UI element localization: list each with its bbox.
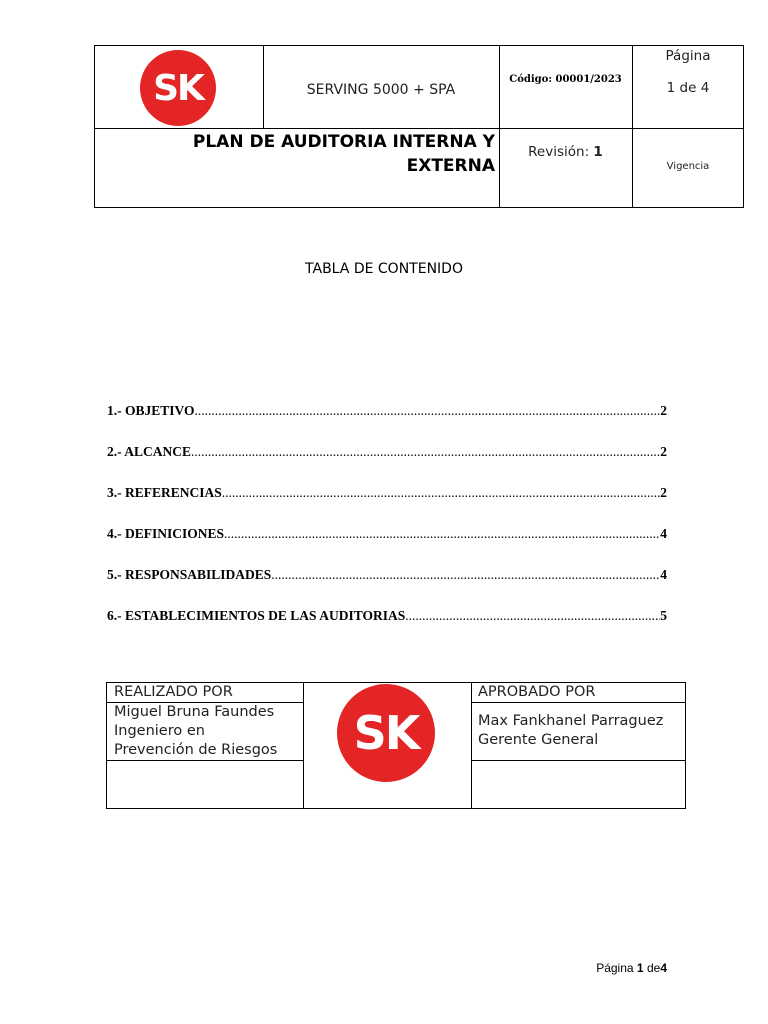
toc-leader-dots: [271, 567, 660, 583]
document-title: [155, 130, 495, 178]
toc-item-page: 2: [660, 403, 667, 418]
toc-item-page: 4: [660, 526, 667, 541]
company-logo: [337, 684, 435, 782]
toc-item-label: 1.- OBJETIVO: [107, 403, 195, 418]
toc-leader-dots: [405, 608, 660, 624]
revision: [499, 144, 632, 160]
approved-by-role: Gerente General: [478, 732, 599, 748]
made-by-role-line-1: Ingeniero en: [114, 723, 205, 739]
logo-lettering: SK: [153, 67, 203, 109]
toc-item-label: 5.- RESPONSABILIDADES: [107, 567, 272, 582]
toc-item-label: 6.- ESTABLECIMIENTOS DE LAS AUDITORIAS: [107, 608, 406, 623]
page-value: 1 de 4: [666, 80, 710, 96]
page-label: Página: [665, 48, 711, 64]
toc-item-label: 3.- REFERENCIAS: [107, 485, 222, 500]
toc-leader-dots: [222, 485, 660, 501]
document-code: Código: 00001/2023: [509, 74, 622, 85]
revision-label: Revisión:: [528, 144, 590, 160]
page-footer: [560, 961, 667, 975]
logo-lettering: SK: [353, 706, 419, 760]
approved-by-name: Max Fankhanel Parraguez: [478, 713, 664, 729]
vigencia-label: Vigencia: [666, 161, 710, 172]
toc-item-page: 4: [660, 567, 667, 582]
company-name: SERVING 5000 + SPA: [306, 82, 456, 98]
made-by-label: REALIZADO POR: [114, 684, 233, 700]
toc-leader-dots: [195, 403, 661, 419]
company-logo: [140, 50, 216, 126]
footer-page-word: Página: [596, 961, 634, 975]
toc-item[interactable]: [107, 608, 667, 624]
revision-value: 1: [593, 144, 603, 160]
approved-by-details: [478, 712, 663, 750]
title-line-2: EXTERNA: [406, 156, 495, 176]
made-by-name: Miguel Bruna Faundes: [114, 704, 275, 720]
footer-of-word: de: [646, 961, 661, 975]
made-by-role-line-2: Prevención de Riesgos: [114, 742, 278, 758]
title-line-1: PLAN DE AUDITORIA INTERNA Y: [192, 132, 495, 152]
toc-item[interactable]: [107, 485, 667, 501]
toc-heading: TABLA DE CONTENIDO: [305, 261, 463, 277]
footer-page-number: 1: [636, 961, 644, 975]
toc-item-label: 4.- DEFINICIONES: [107, 526, 225, 541]
toc-leader-dots: [191, 444, 660, 460]
toc-item-page: 5: [660, 608, 667, 623]
footer-page-total: 4: [660, 961, 667, 975]
toc-item-page: 2: [660, 444, 667, 459]
approved-by-label: APROBADO POR: [478, 684, 596, 700]
toc-item[interactable]: [107, 567, 667, 583]
signature-table: [106, 682, 686, 809]
toc-leader-dots: [224, 526, 660, 542]
toc-item[interactable]: [107, 444, 667, 460]
toc-item-page: 2: [660, 485, 667, 500]
toc-item[interactable]: [107, 526, 667, 542]
made-by-details: [114, 703, 277, 760]
document-header-table: [94, 45, 744, 208]
toc-item-label: 2.- ALCANCE: [107, 444, 192, 459]
toc-item[interactable]: [107, 403, 667, 419]
